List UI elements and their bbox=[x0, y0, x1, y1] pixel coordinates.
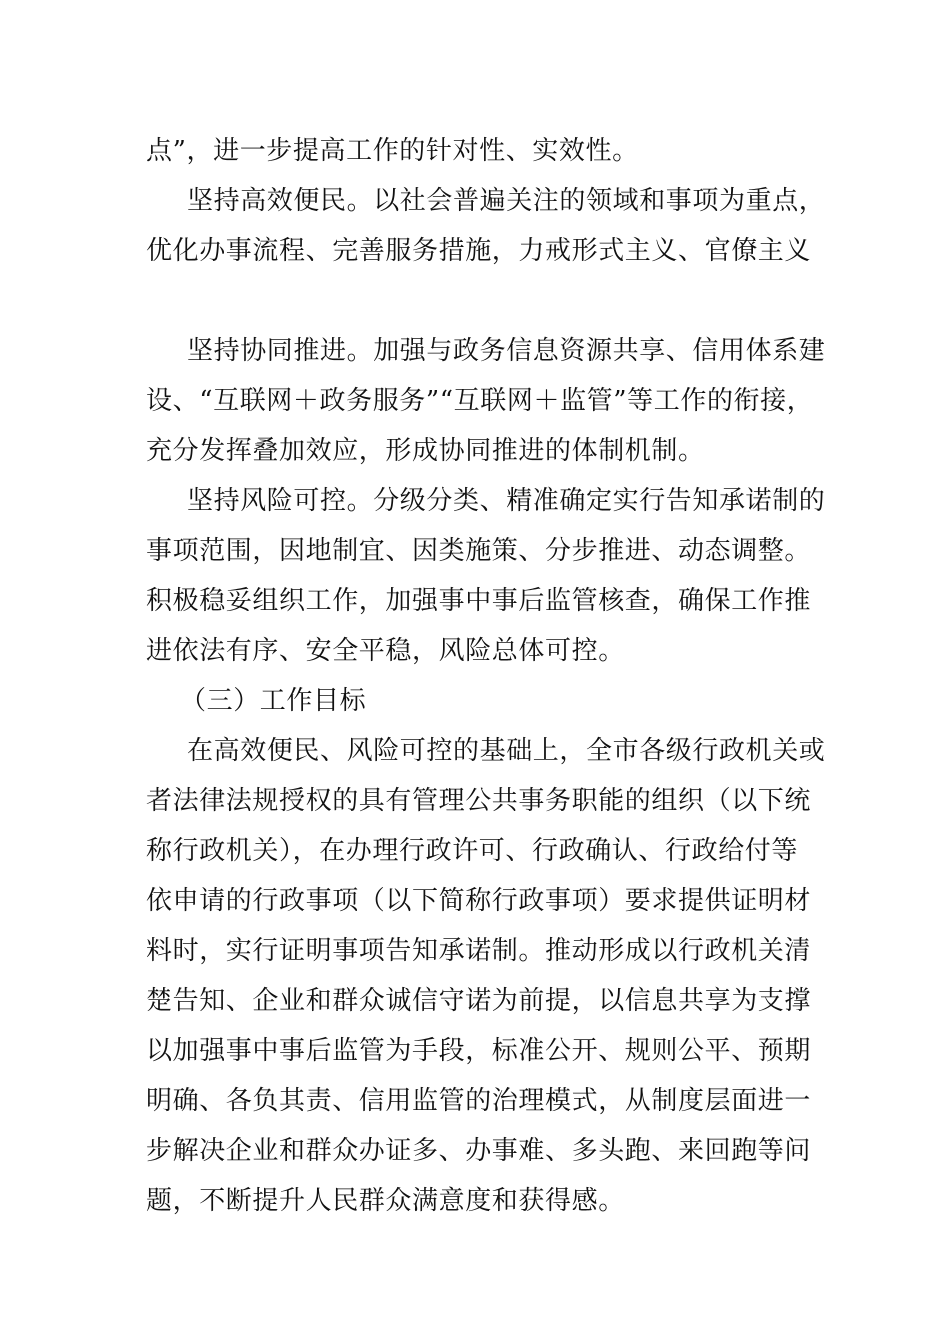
text-line: 步解决企业和群众办证多、办事难、多头跑、来回跑等问 bbox=[146, 1136, 812, 1166]
text-line: 点”，进一步提高工作的针对性、实效性。 bbox=[146, 136, 639, 166]
text-line: 依申请的行政事项（以下简称行政事项）要求提供证明材 bbox=[146, 886, 812, 916]
text-line: 优化办事流程、完善服务措施，力戒形式主义、官僚主义 bbox=[146, 236, 812, 266]
text-line: 积极稳妥组织工作，加强事中事后监管核查，确保工作推 bbox=[146, 586, 812, 616]
paragraph-start-line: 坚持高效便民。以社会普遍关注的领域和事项为重点， bbox=[187, 186, 826, 216]
text-line: 事项范围，因地制宜、因类施策、分步推进、动态调整。 bbox=[146, 536, 812, 566]
text-line: 称行政机关），在办理行政许可、行政确认、行政给付等 bbox=[146, 836, 799, 866]
paragraph-start-line: 坚持风险可控。分级分类、精准确定实行告知承诺制的 bbox=[187, 486, 826, 516]
paragraph-start-line: 坚持协同推进。加强与政务信息资源共享、信用体系建 bbox=[187, 336, 826, 366]
text-line: 充分发挥叠加效应，形成协同推进的体制机制。 bbox=[146, 436, 705, 466]
text-line: 设、“互联网＋政务服务”“互联网＋监管”等工作的衔接， bbox=[146, 386, 814, 416]
text-line: 料时，实行证明事项告知承诺制。推动形成以行政机关清 bbox=[146, 936, 812, 966]
paragraph-start-line: 在高效便民、风险可控的基础上，全市各级行政机关或 bbox=[187, 736, 826, 766]
text-line: 以加强事中事后监管为手段，标准公开、规则公平、预期 bbox=[146, 1036, 812, 1066]
text-line: 明确、各负其责、信用监管的治理模式，从制度层面进一 bbox=[146, 1086, 812, 1116]
text-line: 者法律法规授权的具有管理公共事务职能的组织（以下统 bbox=[146, 786, 812, 816]
text-line: 题，不断提升人民群众满意度和获得感。 bbox=[146, 1186, 625, 1216]
section-heading: （三）工作目标 bbox=[180, 686, 367, 716]
text-line: 进依法有序、安全平稳，风险总体可控。 bbox=[146, 636, 625, 666]
text-line: 楚告知、企业和群众诚信守诺为前提，以信息共享为支撑 bbox=[146, 986, 812, 1016]
